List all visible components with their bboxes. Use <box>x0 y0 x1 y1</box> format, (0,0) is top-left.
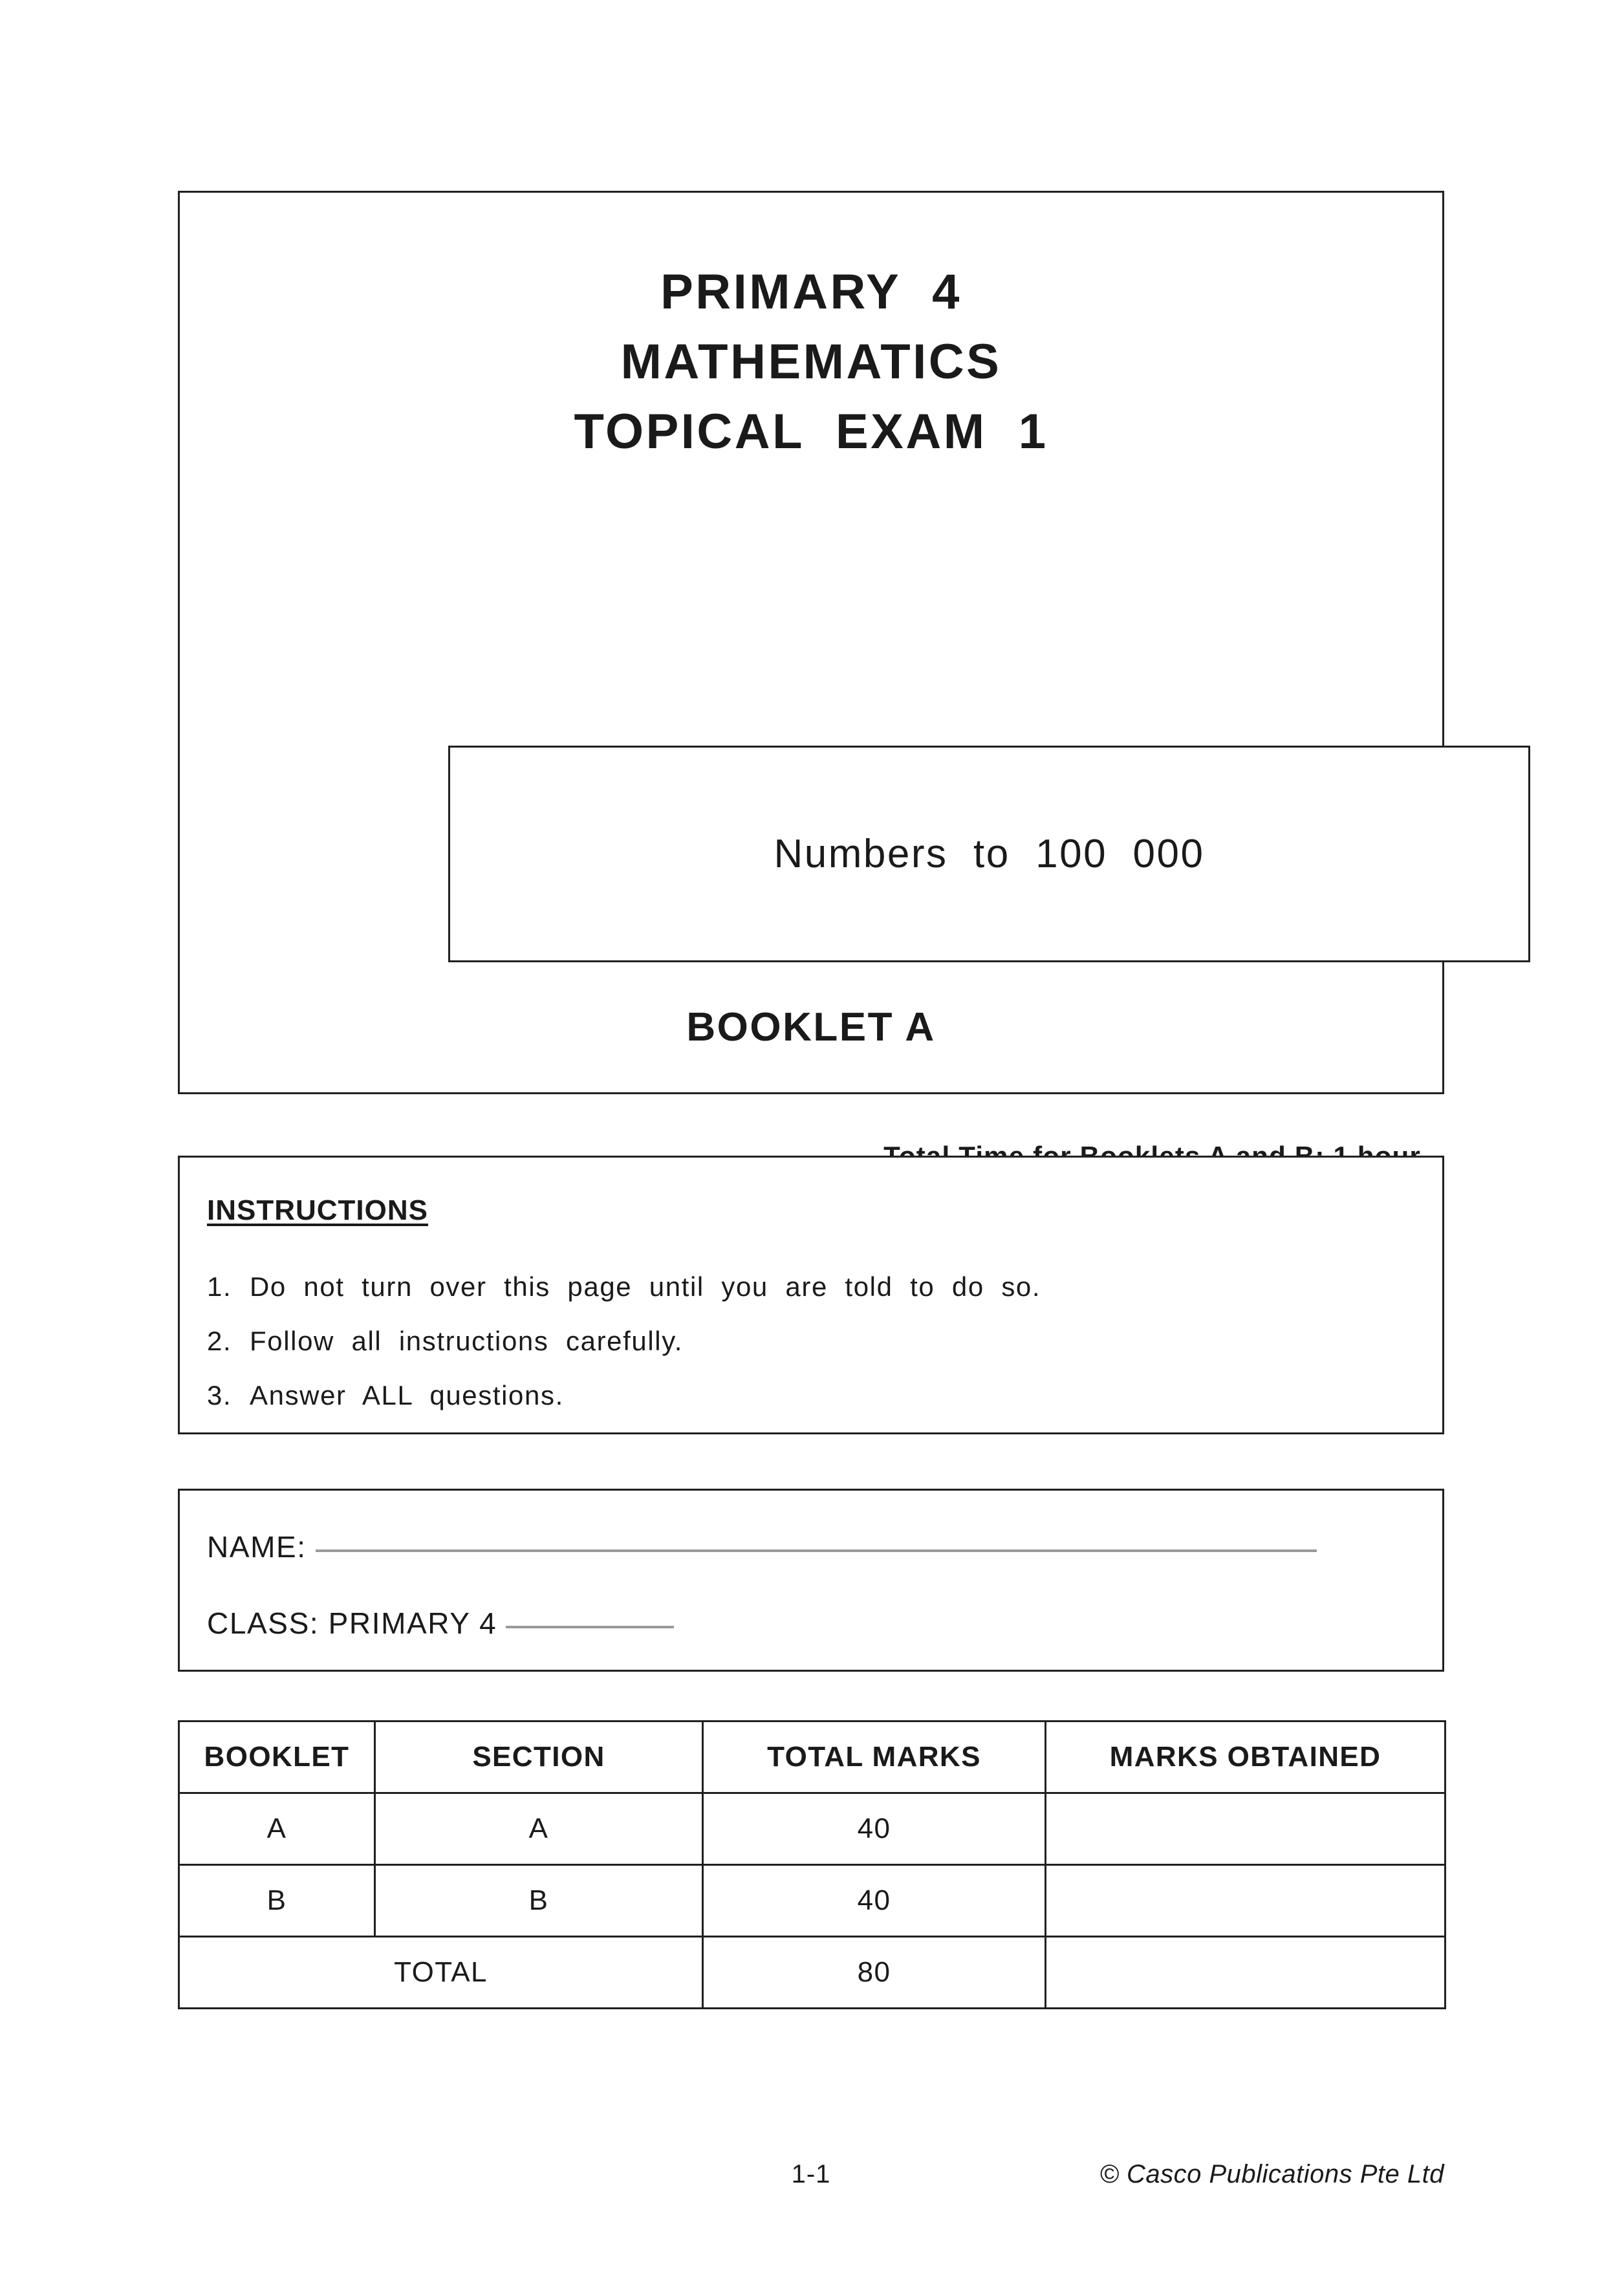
cell-total-marks-obtained[interactable] <box>1046 1937 1445 2009</box>
marks-table <box>178 1720 1446 2009</box>
page-footer <box>178 2160 1444 2199</box>
instruction-number: 3. <box>207 1380 232 1410</box>
page-number: 1-1 <box>791 2160 831 2188</box>
instruction-item <box>207 1271 1371 1302</box>
instruction-text: Do not turn over this page until you are told to do so. <box>250 1271 1041 1302</box>
exam-title-line-2: MATHEMATICS <box>620 334 1002 389</box>
name-input[interactable] <box>316 1549 1317 1552</box>
cell-total-marks: 80 <box>703 1937 1046 2009</box>
table-row <box>179 1865 1445 1937</box>
column-header-total-marks: TOTAL MARKS <box>703 1721 1046 1793</box>
name-field-row <box>207 1529 1317 1564</box>
cell-marks-obtained[interactable] <box>1046 1865 1445 1937</box>
cell-total-marks: 40 <box>703 1793 1046 1865</box>
instruction-number: 1. <box>207 1271 232 1302</box>
cell-total-marks: 40 <box>703 1865 1046 1937</box>
instruction-text: Follow all instructions carefully. <box>250 1326 683 1356</box>
table-header-row <box>179 1721 1445 1793</box>
column-header-marks-obtained: MARKS OBTAINED <box>1046 1721 1445 1793</box>
student-particulars-box <box>178 1489 1444 1672</box>
table-total-row <box>179 1937 1445 2009</box>
cell-section: A <box>375 1793 703 1865</box>
cell-marks-obtained[interactable] <box>1046 1793 1445 1865</box>
class-field-row <box>207 1606 674 1641</box>
instructions-list <box>207 1248 1371 1411</box>
column-header-booklet: BOOKLET <box>179 1721 375 1793</box>
class-label: CLASS: PRIMARY 4 <box>207 1606 497 1640</box>
exam-header-box <box>178 191 1444 1094</box>
booklet-label: BOOKLET A <box>686 1005 936 1050</box>
exam-topic-box <box>448 746 1530 962</box>
exam-topic-label: Numbers to 100 000 <box>774 832 1205 876</box>
cell-total-label: TOTAL <box>179 1937 703 2009</box>
cell-section: B <box>375 1865 703 1937</box>
exam-title-group <box>180 257 1442 467</box>
cell-booklet: B <box>179 1865 375 1937</box>
column-header-section: SECTION <box>375 1721 703 1793</box>
class-input[interactable] <box>506 1626 674 1628</box>
marks-table-container <box>178 1720 1444 2000</box>
instruction-text: Answer ALL questions. <box>250 1380 564 1410</box>
instruction-number: 2. <box>207 1326 232 1356</box>
table-row <box>179 1793 1445 1865</box>
copyright-notice: © Casco Publications Pte Ltd <box>1099 2160 1444 2188</box>
cell-booklet: A <box>179 1793 375 1865</box>
exam-title-line-3: TOPICAL EXAM 1 <box>574 404 1048 459</box>
instructions-box <box>178 1156 1444 1434</box>
exam-title-line-1: PRIMARY 4 <box>660 264 962 319</box>
instructions-heading: INSTRUCTIONS <box>207 1194 428 1226</box>
instruction-item <box>207 1380 1371 1411</box>
instruction-item <box>207 1326 1371 1357</box>
name-label: NAME: <box>207 1530 307 1564</box>
